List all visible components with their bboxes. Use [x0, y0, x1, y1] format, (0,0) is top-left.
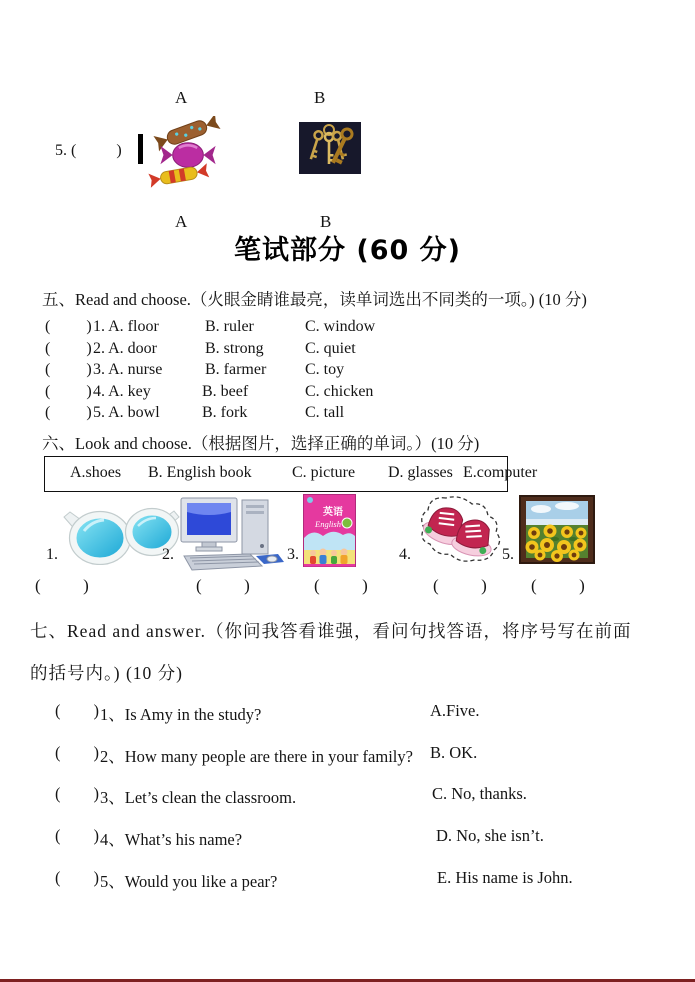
- option-b: B. fork: [202, 404, 248, 421]
- word-bank-item: A.shoes: [70, 464, 122, 481]
- word-bank-item: E.computer: [463, 464, 538, 481]
- answer-bracket[interactable]: ( ): [55, 743, 99, 762]
- answer-text: B. OK.: [430, 743, 478, 762]
- answer-bracket[interactable]: ( ): [35, 576, 89, 595]
- item-number: 2.: [162, 546, 174, 563]
- answer-bracket[interactable]: ( ): [45, 404, 92, 421]
- answer-bracket[interactable]: ( ): [55, 826, 99, 845]
- choice-label-b-top: B: [314, 88, 326, 107]
- option-c: C. chicken: [305, 383, 374, 400]
- option-a: 5. A. bowl: [93, 404, 160, 421]
- section6-header: 六、Look and choose.（根据图片，选择正确的单词。）(10 分): [42, 434, 480, 453]
- answer-bracket[interactable]: ( ): [45, 383, 92, 400]
- section7-row: [0, 743, 695, 765]
- candies-icon: [142, 116, 232, 190]
- keys-image: [299, 122, 361, 174]
- computer-image: [178, 496, 286, 574]
- option-a: 3. A. nurse: [93, 361, 163, 378]
- section5-row: [0, 361, 695, 382]
- question-text: 5、Would you like a pear?: [100, 872, 278, 891]
- english-book-image: [303, 494, 356, 567]
- book-title-cn: 英语: [323, 507, 343, 518]
- section7-row: [0, 701, 695, 723]
- section5-header: 五、Read and choose.（火眼金睛谁最亮，读单词选出不同类的一项。) (10 分): [42, 290, 587, 309]
- item-number: 4.: [399, 546, 411, 563]
- option-a: 4. A. key: [93, 383, 151, 400]
- word-bank-item: D. glasses: [388, 464, 453, 481]
- answer-text: E. His name is John.: [437, 868, 573, 887]
- section5-row: [0, 340, 695, 361]
- option-c: C. window: [305, 318, 376, 335]
- answer-text: C. No, thanks.: [432, 784, 527, 803]
- option-c: C. tall: [305, 404, 345, 421]
- answer-bracket[interactable]: ( ): [55, 784, 99, 803]
- sunflower-picture-icon: [519, 495, 595, 564]
- english-book-icon: [303, 494, 356, 567]
- word-bank-item: C. picture: [292, 464, 356, 481]
- section7-row: [0, 784, 695, 806]
- option-b: B. farmer: [205, 361, 267, 378]
- section5-row: [0, 404, 695, 425]
- answer-bracket[interactable]: ( ): [55, 701, 99, 720]
- choice-label-b-bottom: B: [320, 212, 332, 231]
- answer-bracket[interactable]: ( ): [45, 340, 92, 357]
- answer-bracket[interactable]: ( ): [433, 576, 487, 595]
- option-b: B. beef: [202, 383, 249, 400]
- sunflower-picture-image: [519, 495, 595, 564]
- option-b: B. strong: [205, 340, 264, 357]
- item-number: 5.: [502, 546, 514, 563]
- answer-bracket[interactable]: ( ): [55, 868, 99, 887]
- answer-text: A.Five.: [430, 701, 480, 720]
- word-bank-item: B. English book: [148, 464, 252, 481]
- answer-bracket[interactable]: ( ): [531, 576, 585, 595]
- option-b: B. ruler: [205, 318, 254, 335]
- choice-label-a-bottom: A: [175, 212, 188, 231]
- section5-row: [0, 318, 695, 339]
- option-a: 2. A. door: [93, 340, 157, 357]
- answer-text: D. No, she isn’t.: [436, 826, 544, 845]
- question-text: 3、Let’s clean the classroom.: [100, 788, 297, 807]
- option-c: C. quiet: [305, 340, 356, 357]
- shoes-icon: [416, 494, 504, 568]
- question-5-bracket[interactable]: 5. ( ): [55, 142, 122, 159]
- page-title: 笔试部分 (60 分): [233, 235, 462, 266]
- question-text: 4、What’s his name?: [100, 830, 243, 849]
- answer-bracket[interactable]: ( ): [45, 318, 92, 335]
- book-title-en: English: [315, 519, 341, 529]
- section7-row: [0, 868, 695, 890]
- candies-image: [142, 116, 232, 190]
- section7-header-line2: 的括号内。) (10 分): [30, 663, 183, 683]
- answer-bracket[interactable]: ( ): [314, 576, 368, 595]
- choice-label-a-top: A: [175, 88, 188, 107]
- section7-row: [0, 826, 695, 848]
- item-number: 1.: [46, 546, 58, 563]
- section5-row: [0, 383, 695, 404]
- question-text: 1、Is Amy in the study?: [100, 705, 262, 724]
- answer-bracket[interactable]: ( ): [45, 361, 92, 378]
- option-a: 1. A. floor: [93, 318, 159, 335]
- question-text: 2、How many people are there in your family?: [100, 747, 413, 766]
- item-number: 3.: [287, 546, 299, 563]
- option-c: C. toy: [305, 361, 345, 378]
- section7-header-line1: 七、Read and answer.（你问我答看谁强，看问句找答语，将序号写在前面: [30, 621, 632, 641]
- keys-icon: [299, 122, 361, 174]
- computer-icon: [178, 496, 286, 574]
- answer-bracket[interactable]: ( ): [196, 576, 250, 595]
- shoes-image: [416, 494, 504, 568]
